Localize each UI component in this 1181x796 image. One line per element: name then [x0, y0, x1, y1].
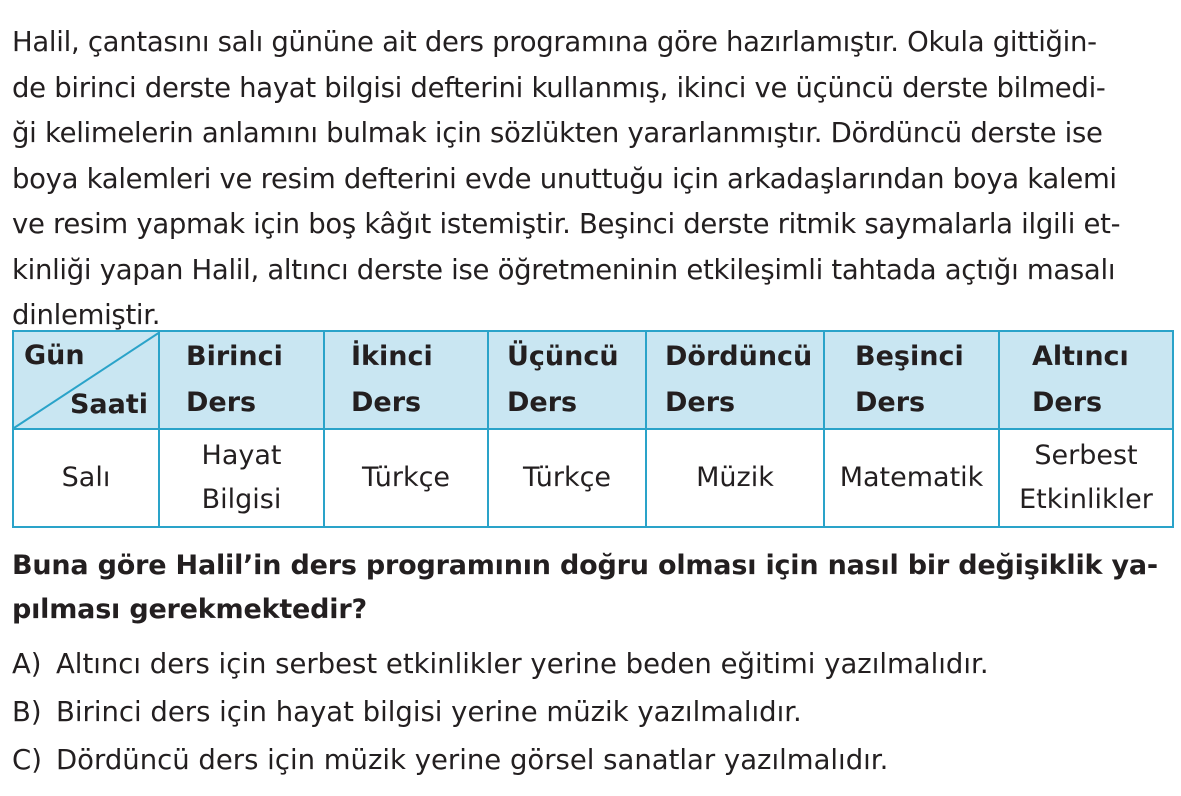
option-letter: C) — [12, 744, 42, 776]
lesson-line: Etkinlikler — [1019, 484, 1153, 515]
lesson-cell — [324, 429, 488, 527]
header-line: Altıncı — [1032, 341, 1129, 372]
header-line: Ders — [665, 387, 736, 418]
header-cell — [646, 331, 824, 429]
lesson-line: Hayat — [201, 440, 282, 471]
day-cell: Salı — [13, 429, 159, 527]
corner-top-label: Gün — [24, 340, 85, 371]
header-line: Beşinci — [855, 341, 964, 372]
header-line: Ders — [1032, 387, 1103, 418]
answer-options — [12, 640, 989, 784]
header-line: Dördüncü — [665, 341, 813, 372]
passage-line: dinlemiştir. — [12, 299, 161, 331]
option-c[interactable] — [12, 736, 989, 784]
passage-line: de birinci derste hayat bilgisi defterini kullanmış, ikinci ve üçüncü derste bilmedi- — [12, 71, 1106, 104]
question-text — [12, 544, 1172, 632]
lesson-line: Müzik — [696, 462, 774, 493]
lesson-cell — [824, 429, 999, 527]
header-cell — [999, 331, 1173, 429]
option-a[interactable] — [12, 640, 989, 688]
table-header-row — [13, 331, 1173, 429]
passage-text — [12, 20, 1172, 339]
passage-line: boya kalemleri ve resim defterini evde unuttuğu için arkadaşlarından boya kalemi — [12, 162, 1117, 195]
question-line: pılması gerekmektedir? — [12, 594, 367, 625]
passage-line: Halil, çantasını salı gününe ait ders programına göre hazırlamıştır. Okula gittiğin- — [12, 26, 1097, 58]
corner-bottom-label: Saati — [69, 389, 148, 420]
table-row — [13, 429, 1173, 527]
header-cell — [824, 331, 999, 429]
passage-line: ği kelimelerin anlamını bulmak için sözlükten yararlanmıştır. Dördüncü derste ise — [12, 117, 1103, 149]
passage-line: ve resim yapmak için boş kâğıt istemiştir. Beşinci derste ritmik saymalarla ilgili et- — [12, 208, 1121, 240]
header-cell — [324, 331, 488, 429]
option-text: Birinci ders için hayat bilgisi yerine müzik yazılmalıdır. — [56, 696, 802, 728]
option-text: Dördüncü ders için müzik yerine görsel sanatlar yazılmalıdır. — [56, 744, 889, 776]
header-line: Üçüncü — [507, 341, 619, 372]
header-line: Ders — [351, 387, 422, 418]
passage-line: kinliği yapan Halil, altıncı derste ise öğretmeninin etkileşimli tahtada açtığı masalı — [12, 253, 1116, 286]
option-letter: A) — [12, 648, 42, 680]
lesson-line: Türkçe — [361, 462, 451, 493]
lesson-line: Bilgisi — [201, 484, 282, 515]
header-line: Birinci — [186, 341, 283, 372]
option-b[interactable] — [12, 688, 989, 736]
lesson-cell — [159, 429, 324, 527]
lesson-line: Matematik — [839, 462, 984, 493]
schedule-table — [12, 330, 1174, 528]
header-line: Ders — [186, 387, 257, 418]
lesson-cell — [999, 429, 1173, 527]
lesson-line: Türkçe — [522, 462, 612, 493]
header-line: Ders — [855, 387, 926, 418]
lesson-cell — [646, 429, 824, 527]
option-letter: B) — [12, 696, 42, 728]
lesson-line: Serbest — [1034, 440, 1138, 471]
lesson-cell — [488, 429, 646, 527]
header-cell — [159, 331, 324, 429]
option-text: Altıncı ders için serbest etkinlikler yerine beden eğitimi yazılmalıdır. — [56, 648, 989, 680]
header-line: İkinci — [351, 341, 433, 372]
question-line: Buna göre Halil’in ders programının doğru olması için nasıl bir değişiklik ya- — [12, 550, 1158, 581]
corner-cell — [13, 331, 159, 429]
header-cell — [488, 331, 646, 429]
header-line: Ders — [507, 387, 578, 418]
